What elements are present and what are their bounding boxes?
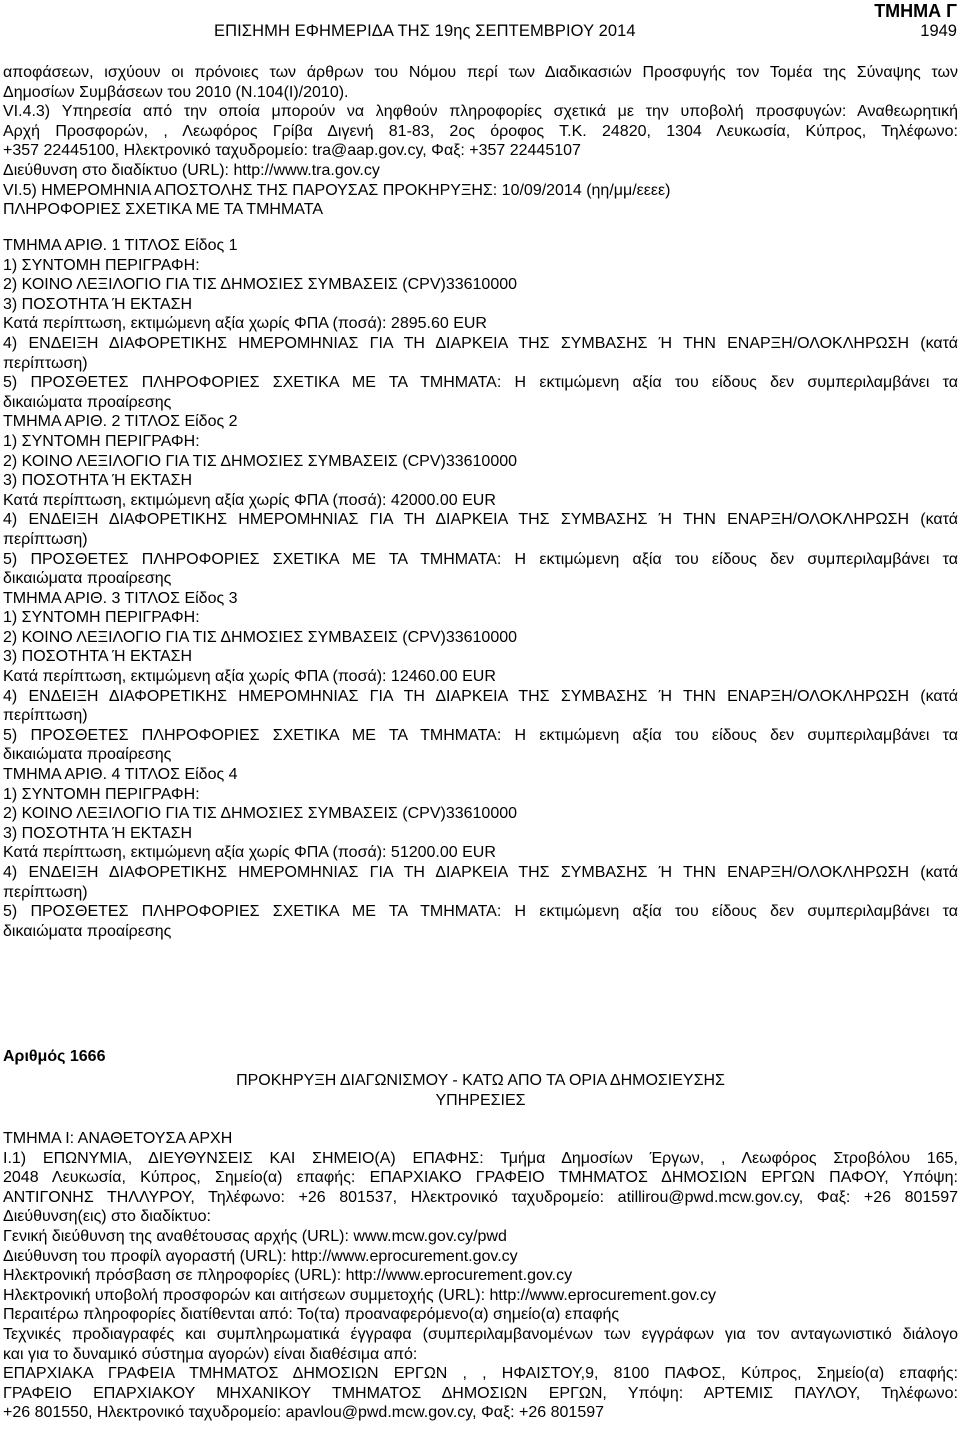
notice-line: ΓΡΑΦΕΙΟ ΕΠΑΡΧΙΑΚΟΥ ΜΗΧΑΝΙΚΟΥ ΤΜΗΜΑΤΟΣ ΔΗΜΟΣΙΩΝ ΕΡΓΩΝ, Υπόψη: ΑΡΤΕΜΙΣ ΠΑΥΛΟΥ, Τηλέφωνο: [3,1384,958,1402]
notice-line: Τεχνικές προδιαγραφές και συμπληρωματικά έγγραφα (συμπεριλαμβανομένων των εγγράφων για τον ανταγωνιστικό διάλογο [3,1325,958,1343]
notice-line: Διεύθυνση του προφίλ αγοραστή (URL): http://www.eprocurement.gov.cy [3,1247,518,1265]
text-line: αποφάσεων, ισχύουν οι πρόνοιες των άρθρων του Νόμου περί των Διαδικασιών Προσφυγής τον Τομέα της Σύναψης των [3,64,958,81]
text-line: ΠΛΗΡΟΦΟΡΙΕΣ ΣΧΕΤΙΚΑ ΜΕ ΤΑ ΤΜΗΜΑΤΑ [3,201,324,219]
lot-line: 1) ΣΥΝΤΟΜΗ ΠΕΡΙΓΡΑΦΗ: [3,609,200,627]
lot-line: ΤΜΗΜΑ ΑΡΙΘ. 4 ΤΙΤΛΟΣ Είδος 4 [3,766,238,784]
lot-line: 5) ΠΡΟΣΘΕΤΕΣ ΠΛΗΡΟΦΟΡΙΕΣ ΣΧΕΤΙΚΑ ΜΕ ΤΑ ΤΜΗΜΑΤΑ: Η εκτιμώμενη αξία του είδους δεν συμπεριλαμβάνει τα [3,726,958,744]
lot-line: 4) ΕΝΔΕΙΞΗ ΔΙΑΦΟΡΕΤΙΚΗΣ ΗΜΕΡΟΜΗΝΙΑΣ ΓΙΑ ΤΗ ΔΙΑΡΚΕΙΑ ΤΗΣ ΣΥΜΒΑΣΗΣ Ή ΤΗΝ ΕΝΑΡΞΗ/ΟΛΟΚΛΗΡΩΣΗ (κατά [3,334,958,352]
notice-lines [3,1129,958,1423]
notice-line: ΕΠΑΡΧΙΑΚΑ ΓΡΑΦΕΙΑ ΤΜΗΜΑΤΟΣ ΔΗΜΟΣΙΩΝ ΕΡΓΩΝ , , ΗΦΑΙΣΤΟΥ,9, 8100 ΠΑΦΟΣ, Κύπρος, Σημείο(α) επαφής: [3,1365,958,1383]
previous-notice-tail [3,63,958,220]
lot-line: 2) ΚΟΙΝΟ ΛΕΞΙΛΟΓΙΟ ΓΙΑ ΤΙΣ ΔΗΜΟΣΙΕΣ ΣΥΜΒΑΣΕΙΣ (CPV)33610000 [3,805,518,823]
text-line: Αρχή Προσφορών, , Λεωφόρος Γρίβα Διγενή 81-83, 2ος όροφος Τ.Κ. 24820, 1304 Λευκωσία, Κύπρος, Τηλέφωνο: [3,122,958,140]
lot-line: Κατά περίπτωση, εκτιμώμενη αξία χωρίς ΦΠΑ (ποσά): 12460.00 EUR [3,668,496,686]
text-line: VI.5) ΗΜΕΡΟΜΗΝΙΑ ΑΠΟΣΤΟΛΗΣ ΤΗΣ ΠΑΡΟΥΣΑΣ ΠΡΟΚΗΡΥΞΗΣ: 10/09/2014 (ηη/μμ/εεεε) [3,181,671,199]
lot-line: 4) ΕΝΔΕΙΞΗ ΔΙΑΦΟΡΕΤΙΚΗΣ ΗΜΕΡΟΜΗΝΙΑΣ ΓΙΑ ΤΗ ΔΙΑΡΚΕΙΑ ΤΗΣ ΣΥΜΒΑΣΗΣ Ή ΤΗΝ ΕΝΑΡΞΗ/ΟΛΟΚΛΗΡΩΣΗ (κατά [3,511,958,529]
notice-line: Ηλεκτρονική υποβολή προσφορών και αιτήσεων συμμετοχής (URL): http://www.eprocurement.gov.cy [3,1286,716,1304]
text-line: Διεύθυνση στο διαδίκτυο (URL): http://www.tra.gov.cy [3,161,380,179]
page-number: 1949 [920,22,957,40]
lot-line: 3) ΠΟΣΟΤΗΤΑ Ή ΕΚΤΑΣΗ [3,295,193,313]
lot-line: 1) ΣΥΝΤΟΜΗ ΠΕΡΙΓΡΑΦΗ: [3,256,200,274]
lot-line: ΤΜΗΜΑ ΑΡΙΘ. 1 ΤΙΤΛΟΣ Είδος 1 [3,237,238,254]
lot-line: Κατά περίπτωση, εκτιμώμενη αξία χωρίς ΦΠΑ (ποσά): 2895.60 EUR [3,315,487,333]
notice-line: ΑΝΤΙΓΟΝΗΣ ΤΗΛΛΥΡΟΥ, Τηλέφωνο: +26 801537, Ηλεκτρονικό ταχυδρομείο: atillirou@pwd.mcw.gov.cy, Φαξ: +26 801597 [3,1188,958,1206]
lot-line: 5) ΠΡΟΣΘΕΤΕΣ ΠΛΗΡΟΦΟΡΙΕΣ ΣΧΕΤΙΚΑ ΜΕ ΤΑ ΤΜΗΜΑΤΑ: Η εκτιμώμενη αξία του είδους δεν συμπεριλαμβάνει τα [3,374,958,392]
lot-line: ΤΜΗΜΑ ΑΡΙΘ. 2 ΤΙΤΛΟΣ Είδος 2 [3,413,238,431]
lot-block [3,589,958,765]
lot-line: ΤΜΗΜΑ ΑΡΙΘ. 3 ΤΙΤΛΟΣ Είδος 3 [3,589,238,607]
text-line: +357 22445100, Ηλεκτρονικό ταχυδρομείο: tra@aap.gov.cy, Φαξ: +357 22445107 [3,142,581,160]
notice-title-line-2: ΥΠΗΡΕΣΙΕΣ [435,1091,526,1109]
lot-line: 2) ΚΟΙΝΟ ΛΕΞΙΛΟΓΙΟ ΓΙΑ ΤΙΣ ΔΗΜΟΣΙΕΣ ΣΥΜΒΑΣΕΙΣ (CPV)33610000 [3,276,518,294]
lot-line: 5) ΠΡΟΣΘΕΤΕΣ ΠΛΗΡΟΦΟΡΙΕΣ ΣΧΕΤΙΚΑ ΜΕ ΤΑ ΤΜΗΜΑΤΑ: Η εκτιμώμενη αξία του είδους δεν συμπεριλαμβάνει τα [3,550,958,568]
lot-line: 1) ΣΥΝΤΟΜΗ ΠΕΡΙΓΡΑΦΗ: [3,432,200,450]
lot-block [3,765,958,941]
lot-line: 3) ΠΟΣΟΤΗΤΑ Ή ΕΚΤΑΣΗ [3,824,193,842]
lot-line: 4) ΕΝΔΕΙΞΗ ΔΙΑΦΟΡΕΤΙΚΗΣ ΗΜΕΡΟΜΗΝΙΑΣ ΓΙΑ ΤΗ ΔΙΑΡΚΕΙΑ ΤΗΣ ΣΥΜΒΑΣΗΣ Ή ΤΗΝ ΕΝΑΡΞΗ/ΟΛΟΚΛΗΡΩΣΗ (κατά [3,687,958,705]
lot-line: δικαιώματα προαίρεσης [3,746,172,764]
lot-block [3,412,958,588]
lot-line: Κατά περίπτωση, εκτιμώμενη αξία χωρίς ΦΠΑ (ποσά): 42000.00 EUR [3,491,496,509]
notice-line: Περαιτέρω πληροφορίες διατίθενται από: Το(τα) προαναφερόμενο(α) σημείο(α) επαφής [3,1306,620,1324]
notice-number: Αριθμός 1666 [3,1048,106,1065]
lot-line: δικαιώματα προαίρεσης [3,570,172,588]
lot-line: δικαιώματα προαίρεσης [3,922,172,940]
notice-line: +26 801550, Ηλεκτρονικό ταχυδρομείο: apavlou@pwd.mcw.gov.cy, Φαξ: +26 801597 [3,1404,605,1422]
lot-block [3,236,958,412]
lot-line: 4) ΕΝΔΕΙΞΗ ΔΙΑΦΟΡΕΤΙΚΗΣ ΗΜΕΡΟΜΗΝΙΑΣ ΓΙΑ ΤΗ ΔΙΑΡΚΕΙΑ ΤΗΣ ΣΥΜΒΑΣΗΣ Ή ΤΗΝ ΕΝΑΡΞΗ/ΟΛΟΚΛΗΡΩΣΗ (κατά [3,864,958,881]
lot-line: 3) ΠΟΣΟΤΗΤΑ Ή ΕΚΤΑΣΗ [3,472,193,490]
notice-line: και για το δυναμικό σύστημα αγορών) είναι διαθέσιμα από: [3,1345,418,1363]
lot-line: 5) ΠΡΟΣΘΕΤΕΣ ΠΛΗΡΟΦΟΡΙΕΣ ΣΧΕΤΙΚΑ ΜΕ ΤΑ ΤΜΗΜΑΤΑ: Η εκτιμώμενη αξία του είδους δεν συμπεριλαμβάνει τα [3,903,958,921]
lots-section [3,236,958,941]
notice-heading [3,1071,958,1110]
text-line: Δημοσίων Συμβάσεων του 2010 (Ν.104(Ι)/2010). [3,83,349,101]
lot-line: Κατά περίπτωση, εκτιμώμενη αξία χωρίς ΦΠΑ (ποσά): 51200.00 EUR [3,844,496,862]
previous-notice-lines [3,63,958,220]
notice-line: Γενική διεύθυνση της αναθέτουσας αρχής (URL): www.mcw.gov.cy/pwd [3,1227,507,1245]
lot-line: 3) ΠΟΣΟΤΗΤΑ Ή ΕΚΤΑΣΗ [3,648,193,666]
notice-body [3,1129,958,1423]
notice-line: Ηλεκτρονική πρόσβαση σε πληροφορίες (URL): http://www.eprocurement.gov.cy [3,1267,573,1285]
notice-1666 [3,1047,958,1067]
notice-line: 2048 Λευκωσία, Κύπρος, Σημείο(α) επαφής: ΕΠΑΡΧΙΑΚΟ ΓΡΑΦΕΙΟ ΤΜΗΜΑΤΟΣ ΔΗΜΟΣΙΩΝ ΕΡΓΩΝ ΠΑΦΟΥ, Υπόψη: [3,1169,958,1187]
gazette-title: ΕΠΙΣΗΜΗ ΕΦΗΜΕΡΙΔΑ ΤΗΣ 19ης ΣΕΠΤΕΜΒΡΙΟΥ 2014 [214,22,636,40]
lot-line: περίπτωση) [3,354,88,372]
lot-line: 2) ΚΟΙΝΟ ΛΕΞΙΛΟΓΙΟ ΓΙΑ ΤΙΣ ΔΗΜΟΣΙΕΣ ΣΥΜΒΑΣΕΙΣ (CPV)33610000 [3,452,518,470]
lot-line: 2) ΚΟΙΝΟ ΛΕΞΙΛΟΓΙΟ ΓΙΑ ΤΙΣ ΔΗΜΟΣΙΕΣ ΣΥΜΒΑΣΕΙΣ (CPV)33610000 [3,628,518,646]
notice-title-line-1: ΠΡΟΚΗΡΥΞΗ ΔΙΑΓΩΝΙΣΜΟΥ - ΚΑΤΩ ΑΠΟ ΤΑ ΟΡΙΑ ΔΗΜΟΣΙΕΥΣΗΣ [236,1072,725,1089]
lot-line: 1) ΣΥΝΤΟΜΗ ΠΕΡΙΓΡΑΦΗ: [3,785,200,803]
lot-line: περίπτωση) [3,530,88,548]
lots-list [3,236,958,941]
page-header [0,0,960,46]
lot-line: δικαιώματα προαίρεσης [3,393,172,411]
notice-line: Ι.1) ΕΠΩΝΥΜΙΑ, ΔΙΕΥΘΥΝΣΕΙΣ ΚΑΙ ΣΗΜΕΙΟ(Α) ΕΠΑΦΗΣ: Τμήμα Δημοσίων Έργων, , Λεωφόρος Στροβόλου 165, [3,1149,958,1167]
lot-line: περίπτωση) [3,707,88,725]
text-line: VI.4.3) Υπηρεσία από την οποία μπορούν να ληφθούν πληροφορίες σχετικά με την υποβολή προσφυγών: Αναθεωρητική [3,103,958,121]
section-label: ΤΜΗΜΑ Γ [874,1,957,21]
lot-line: περίπτωση) [3,883,88,901]
notice-line: Διεύθυνση(εις) στο διαδίκτυο: [3,1208,211,1226]
notice-line: ΤΜΗΜΑ Ι: ΑΝΑΘΕΤΟΥΣΑ ΑΡΧΗ [3,1130,233,1147]
